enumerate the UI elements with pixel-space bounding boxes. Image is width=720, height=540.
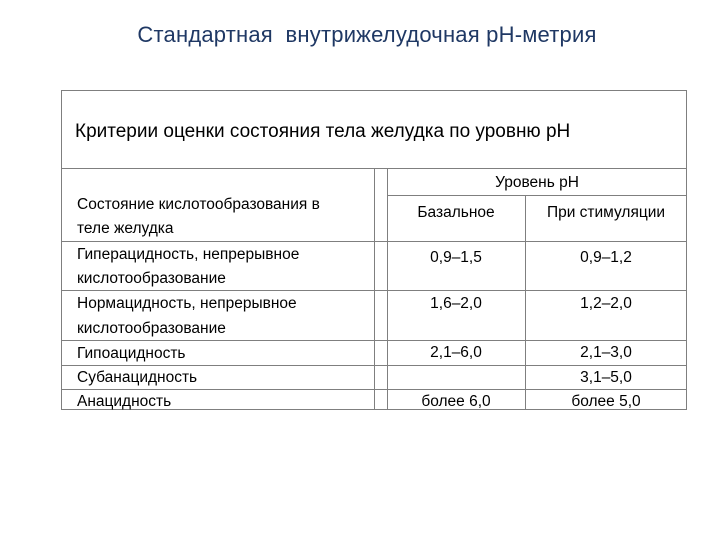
slide-title: Стандартная внутрижелудочная pH-метрия [137,22,597,47]
column-divider [374,168,375,410]
table-cell-basal: 2,1–6,0 [430,344,482,361]
table-cell-stimulation: 2,1–3,0 [580,344,632,361]
table-cell-state: кислотообразование [77,270,226,287]
table-cell-state: Нормацидность, непрерывное [77,295,297,312]
table-cell-stimulation: 1,2–2,0 [580,295,632,312]
group-header-divider [387,195,687,196]
row-header-state: Состояние кислотообразования в [77,196,320,213]
column-header-basal: Базальное [417,204,495,221]
table-cell-stimulation: 0,9–1,2 [580,249,632,266]
row-header-state: теле желудка [77,220,174,237]
table-cell-basal: более 6,0 [421,393,491,410]
table-cell-state: Анацидность [77,393,172,410]
table-cell-state: кислотообразование [77,320,226,337]
table-cell-basal: 0,9–1,5 [430,249,482,266]
table-cell-state: Гипоацидность [77,345,186,362]
column-header-stimulation: При стимуляции [546,204,666,221]
table-cell-stimulation: 3,1–5,0 [580,369,632,386]
table-cell-basal: 1,6–2,0 [430,295,482,312]
group-header-ph-level: Уровень pH [495,174,579,191]
table-cell-state: Субанацидность [77,369,198,386]
table-cell-state: Гиперацидность, непрерывное [77,246,300,263]
table-caption: Критерии оценки состояния тела желудка по уровню pH [75,121,571,142]
table-cell-stimulation: более 5,0 [571,393,641,410]
